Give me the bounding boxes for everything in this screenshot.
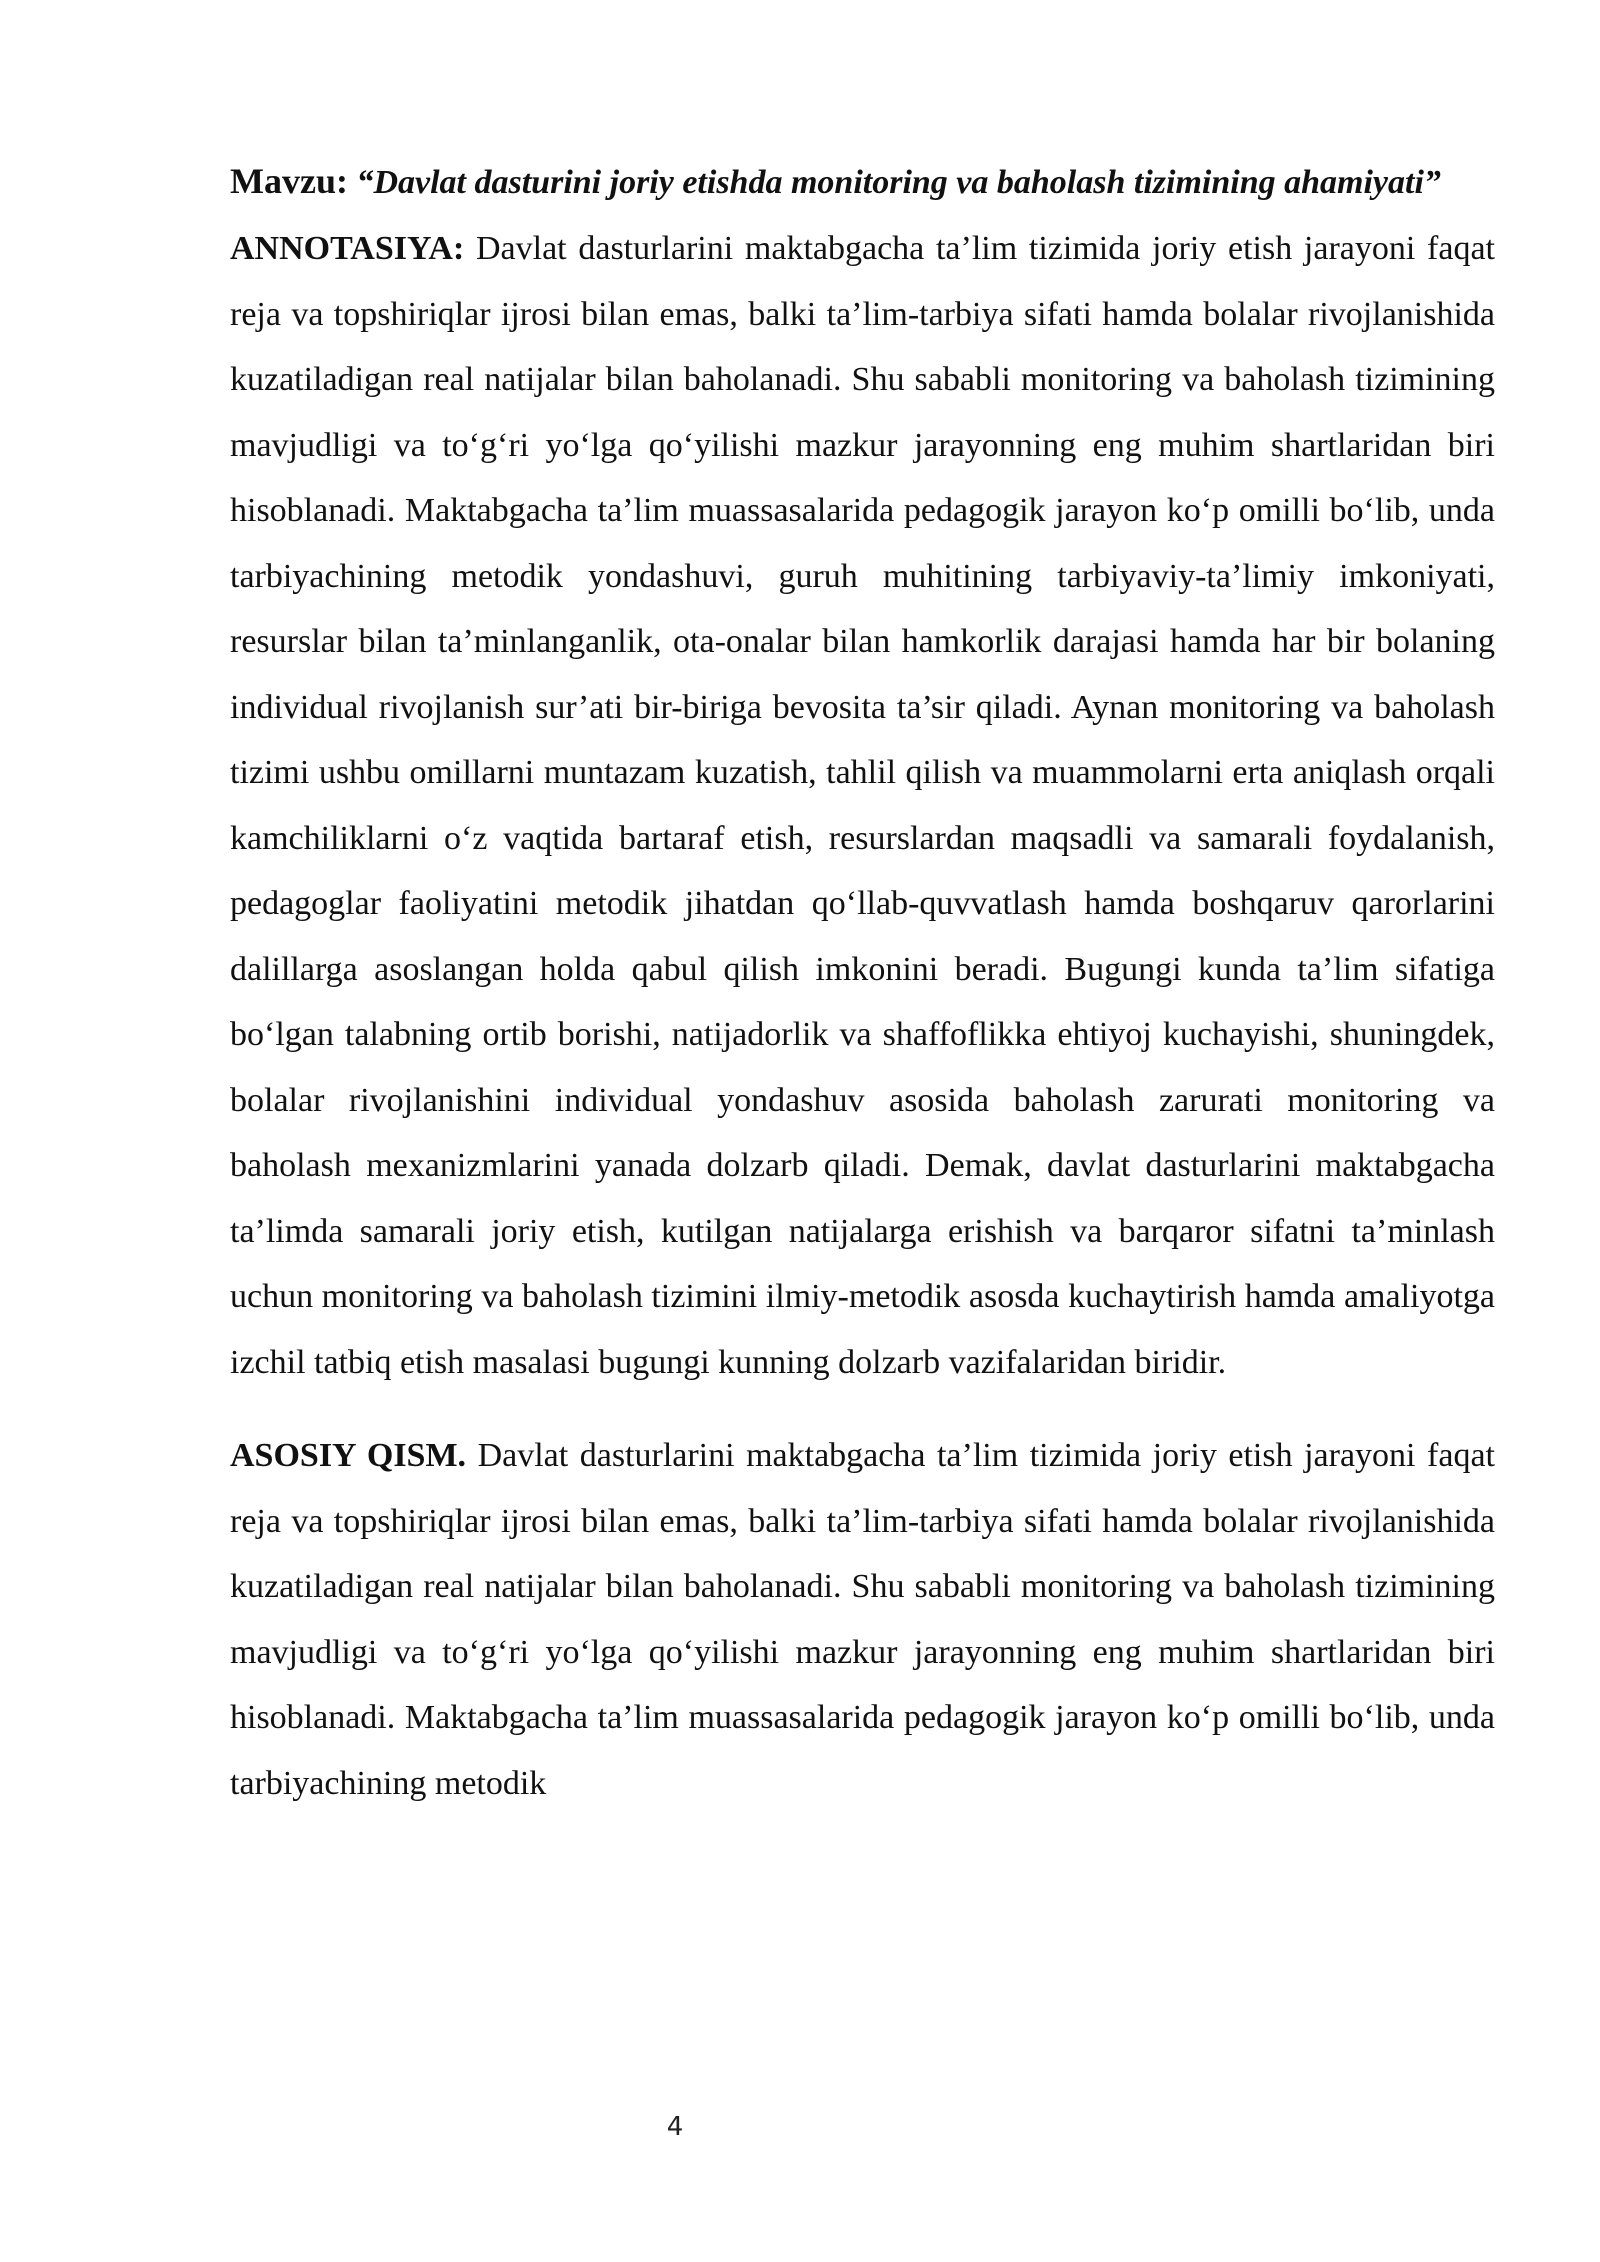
- title-label: Mavzu:: [230, 161, 348, 201]
- annotation-heading: ANNOTASIYA:: [230, 230, 465, 267]
- annotation-paragraph: [230, 216, 1495, 1395]
- title-topic: “Davlat dasturini joriy etishda monitoring va baholash tizimining ahamiyati”: [356, 164, 1441, 201]
- main-section-text: Davlat dasturlarini maktabgacha ta’lim tizimida joriy etish jarayoni faqat reja va topshiriqlar ijrosi bilan emas, balki ta’lim-tarbiya sifati hamda bolalar rivojlanishida kuzatiladigan real natijalar bilan baholanadi. Shu sababli monitoring va baholash tizimining mavjudligi va to‘g‘ri yo‘lga qo‘yilishi mazkur jarayonning eng muhim shartlaridan biri hisoblanadi. Maktabgacha ta’lim muassasalarida pedagogik jarayon ko‘p omilli bo‘lib, unda tarbiyachining metodik: [230, 1437, 1495, 1802]
- main-section-paragraph: [230, 1423, 1495, 1816]
- main-section-heading: ASOSIY QISM.: [230, 1437, 467, 1474]
- page-number: 4: [666, 2112, 684, 2142]
- annotation-text: Davlat dasturlarini maktabgacha ta’lim tizimida joriy etish jarayoni faqat reja va topshiriqlar ijrosi bilan emas, balki ta’lim-tarbiya sifati hamda bolalar rivojlanishida kuzatiladigan real natijalar bilan baholanadi. Shu sababli monitoring va baholash tizimining mavjudligi va to‘g‘ri yo‘lga qo‘yilishi mazkur jarayonning eng muhim shartlaridan biri hisoblanadi. Maktabgacha ta’lim muassasalarida pedagogik jarayon ko‘p omilli bo‘lib, unda tarbiyachining metodik yondashuvi, guruh muhitining tarbiyaviy-ta’limiy imkoniyati, resurslar bilan ta’minlanganlik, ota-onalar bilan hamkorlik darajasi hamda har bir bolaning individual rivojlanish sur’ati bir-biriga bevosita ta’sir qiladi. Aynan monitoring va baholash tizimi ushbu omillarni muntazam kuzatish, tahlil qilish va muammolarni erta aniqlash orqali kamchiliklarni o‘z vaqtida bartaraf etish, resurslardan maqsadli va samarali foydalanish, pedagoglar faoliyatini metodik jihatdan qo‘llab-quvvatlash hamda boshqaruv qarorlarini dalillarga asoslangan holda qabul qilish imkonini beradi. Bugungi kunda ta’lim sifatiga bo‘lgan talabning ortib borishi, natijadorlik va shaffoflikka ehtiyoj kuchayishi, shuningdek, bolalar rivojlanishini individual yondashuv asosida baholash zarurati monitoring va baholash mexanizmlarini yanada dolzarb qiladi. Demak, davlat dasturlarini maktabgacha ta’limda samarali joriy etish, kutilgan natijalarga erishish va barqaror sifatni ta’minlash uchun monitoring va baholash tizimini ilmiy-metodik asosda kuchaytirish hamda amaliyotga izchil tatbiq etish masalasi bugungi kunning dolzarb vazifalaridan biridir.: [230, 230, 1495, 1381]
- page-content: [230, 148, 1495, 1816]
- document-title: [230, 148, 1495, 216]
